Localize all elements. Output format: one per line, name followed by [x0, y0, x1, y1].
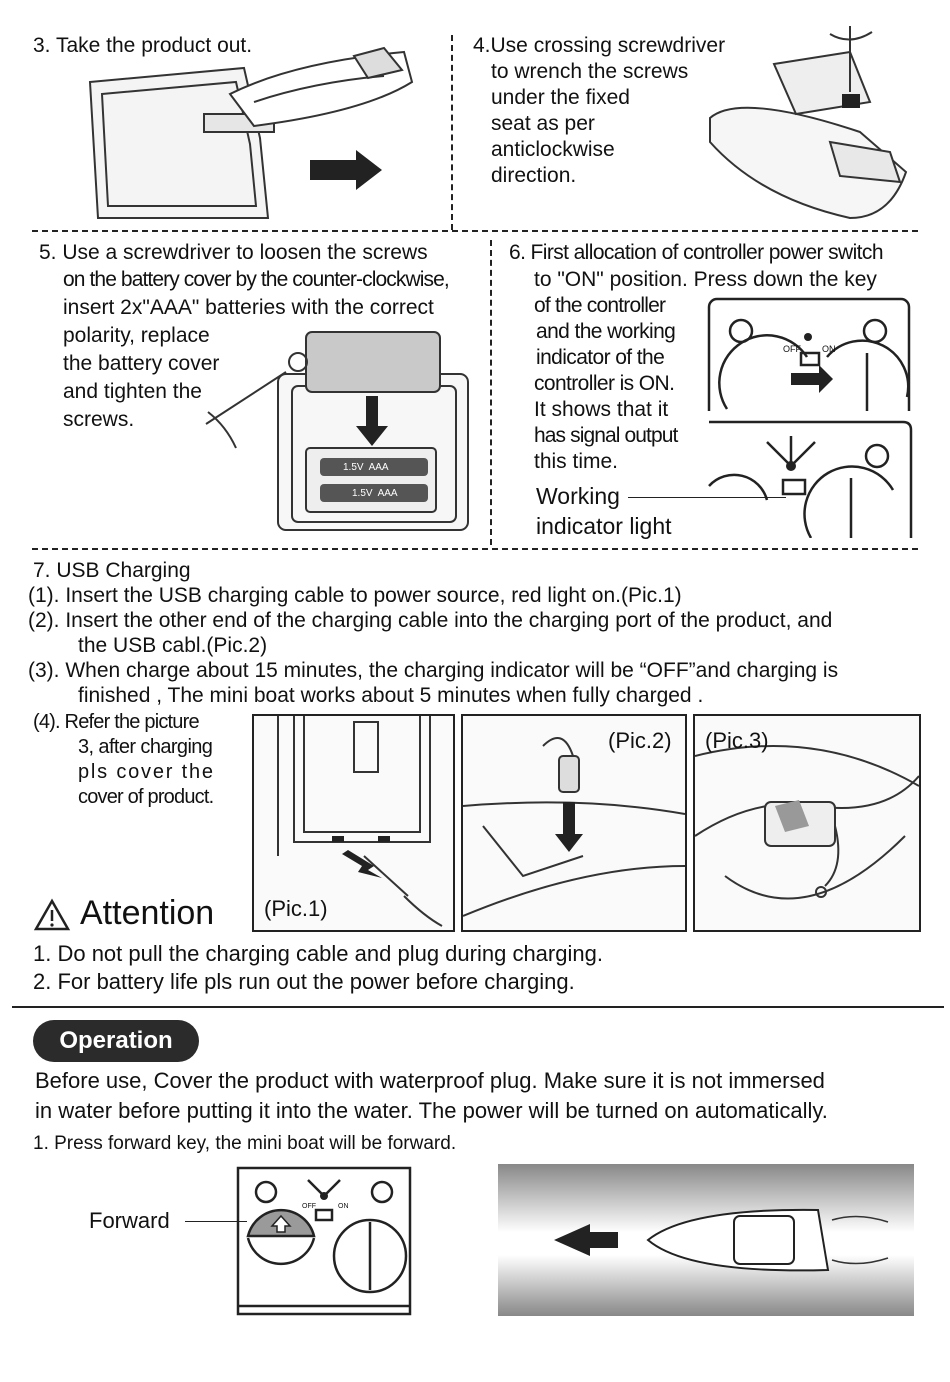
step5-line-5: the battery cover — [63, 352, 220, 375]
controller-bottom-illustration — [707, 420, 913, 538]
operation-badge: Operation — [33, 1020, 199, 1062]
step5-line-6: and tighten the — [63, 380, 202, 403]
on-label-top: ON — [822, 344, 836, 354]
step4-line-3: under the fixed — [491, 86, 630, 109]
off-label-top: OFF — [783, 344, 801, 354]
usb-item-2: (2). Insert the other end of the charging cable into the charging port of the product, and — [28, 609, 833, 632]
boat-forward-illustration — [498, 1164, 914, 1316]
step4-line-5: anticlockwise — [491, 138, 615, 161]
usb-item-4-line-2: 3, after charging — [78, 736, 213, 758]
working-indicator-label-1: Working — [536, 483, 620, 509]
step6-line-9: this time. — [534, 450, 619, 473]
battery-label-1: 1.5V AAA — [343, 462, 389, 473]
step3-text: 3. Take the product out. — [33, 34, 253, 57]
usb-item-3b: finished , The mini boat works about 5 minutes when fully charged . — [78, 684, 704, 707]
operation-intro-1: Before use, Cover the product with waterproof plug. Make sure it is not immersed — [35, 1068, 825, 1093]
controller-top-illustration — [707, 297, 913, 411]
operation-intro-2: in water before putting it into the water. The power will be turned on automatically. — [35, 1098, 828, 1123]
operation-step-1: 1. Press forward key, the mini boat will be forward. — [33, 1133, 457, 1154]
battery-label-2: 1.5V AAA — [352, 488, 398, 499]
battery-compartment-illustration — [196, 326, 474, 534]
usb-item-4-line-3: pls cover the — [78, 761, 215, 783]
section-separator — [12, 1006, 944, 1008]
step4-line-1: 4.Use crossing screwdriver — [473, 34, 726, 57]
on-label-bottom: ON — [338, 1203, 349, 1210]
pic2-panel — [461, 714, 687, 932]
step6-line-1: 6. First allocation of controller power switch — [509, 241, 883, 264]
usb-item-1: (1). Insert the USB charging cable to power source, red light on.(Pic.1) — [28, 584, 682, 607]
step5-line-7: screws. — [63, 408, 135, 431]
divider-mid-vertical — [490, 240, 492, 545]
working-indicator-label-2: indicator light — [536, 513, 672, 539]
boat-forward-photo — [498, 1164, 914, 1316]
controller-forward-illustration — [236, 1166, 414, 1318]
step6-line-8: has signal output — [534, 424, 678, 447]
pic2-label: (Pic.2) — [608, 728, 672, 753]
step5-line-3: insert 2x"AAA" batteries with the correct — [63, 296, 434, 319]
step6-line-5: indicator of the — [536, 346, 665, 369]
usb-item-4-line-1: (4). Refer the picture — [33, 711, 199, 733]
warning-triangle-icon — [33, 898, 71, 932]
attention-item-2: 2. For battery life pls run out the power before charging. — [33, 969, 575, 994]
step6-line-6: controller is ON. — [534, 372, 675, 395]
product-box-illustration — [84, 42, 430, 224]
usb-charging-title: 7. USB Charging — [33, 559, 191, 582]
pic1-label: (Pic.1) — [264, 896, 328, 921]
pic3-label: (Pic.3) — [705, 728, 769, 753]
usb-item-4-line-4: cover of product. — [78, 786, 214, 808]
pic3-panel — [693, 714, 921, 932]
step4-line-6: direction. — [491, 164, 577, 187]
forward-label: Forward — [89, 1208, 170, 1233]
attention-item-1: 1. Do not pull the charging cable and plug during charging. — [33, 941, 603, 966]
step4-line-4: seat as per — [491, 112, 595, 135]
step5-line-2: on the battery cover by the counter-clockwise, — [63, 268, 449, 291]
divider-top-vertical — [451, 35, 453, 230]
usb-item-2b: the USB cabl.(Pic.2) — [78, 634, 268, 657]
step6-line-2: to "ON" position. Press down the key — [534, 268, 877, 291]
pic1-panel — [252, 714, 455, 932]
step4-line-2: to wrench the screws — [491, 60, 689, 83]
off-label-bottom: OFF — [302, 1203, 316, 1210]
attention-title: Attention — [80, 894, 215, 932]
divider-row2 — [32, 548, 918, 550]
step6-line-4: and the working — [536, 320, 676, 343]
step6-line-7: It shows that it — [534, 398, 669, 421]
step6-line-3: of the controller — [534, 294, 666, 317]
boat-screw-illustration — [700, 22, 928, 222]
step5-line-4: polarity, replace — [63, 324, 210, 347]
divider-row1 — [32, 230, 918, 232]
usb-item-3: (3). When charge about 15 minutes, the charging indicator will be “OFF”and charging is — [28, 659, 839, 682]
step5-line-1: 5. Use a screwdriver to loosen the screws — [39, 241, 428, 264]
